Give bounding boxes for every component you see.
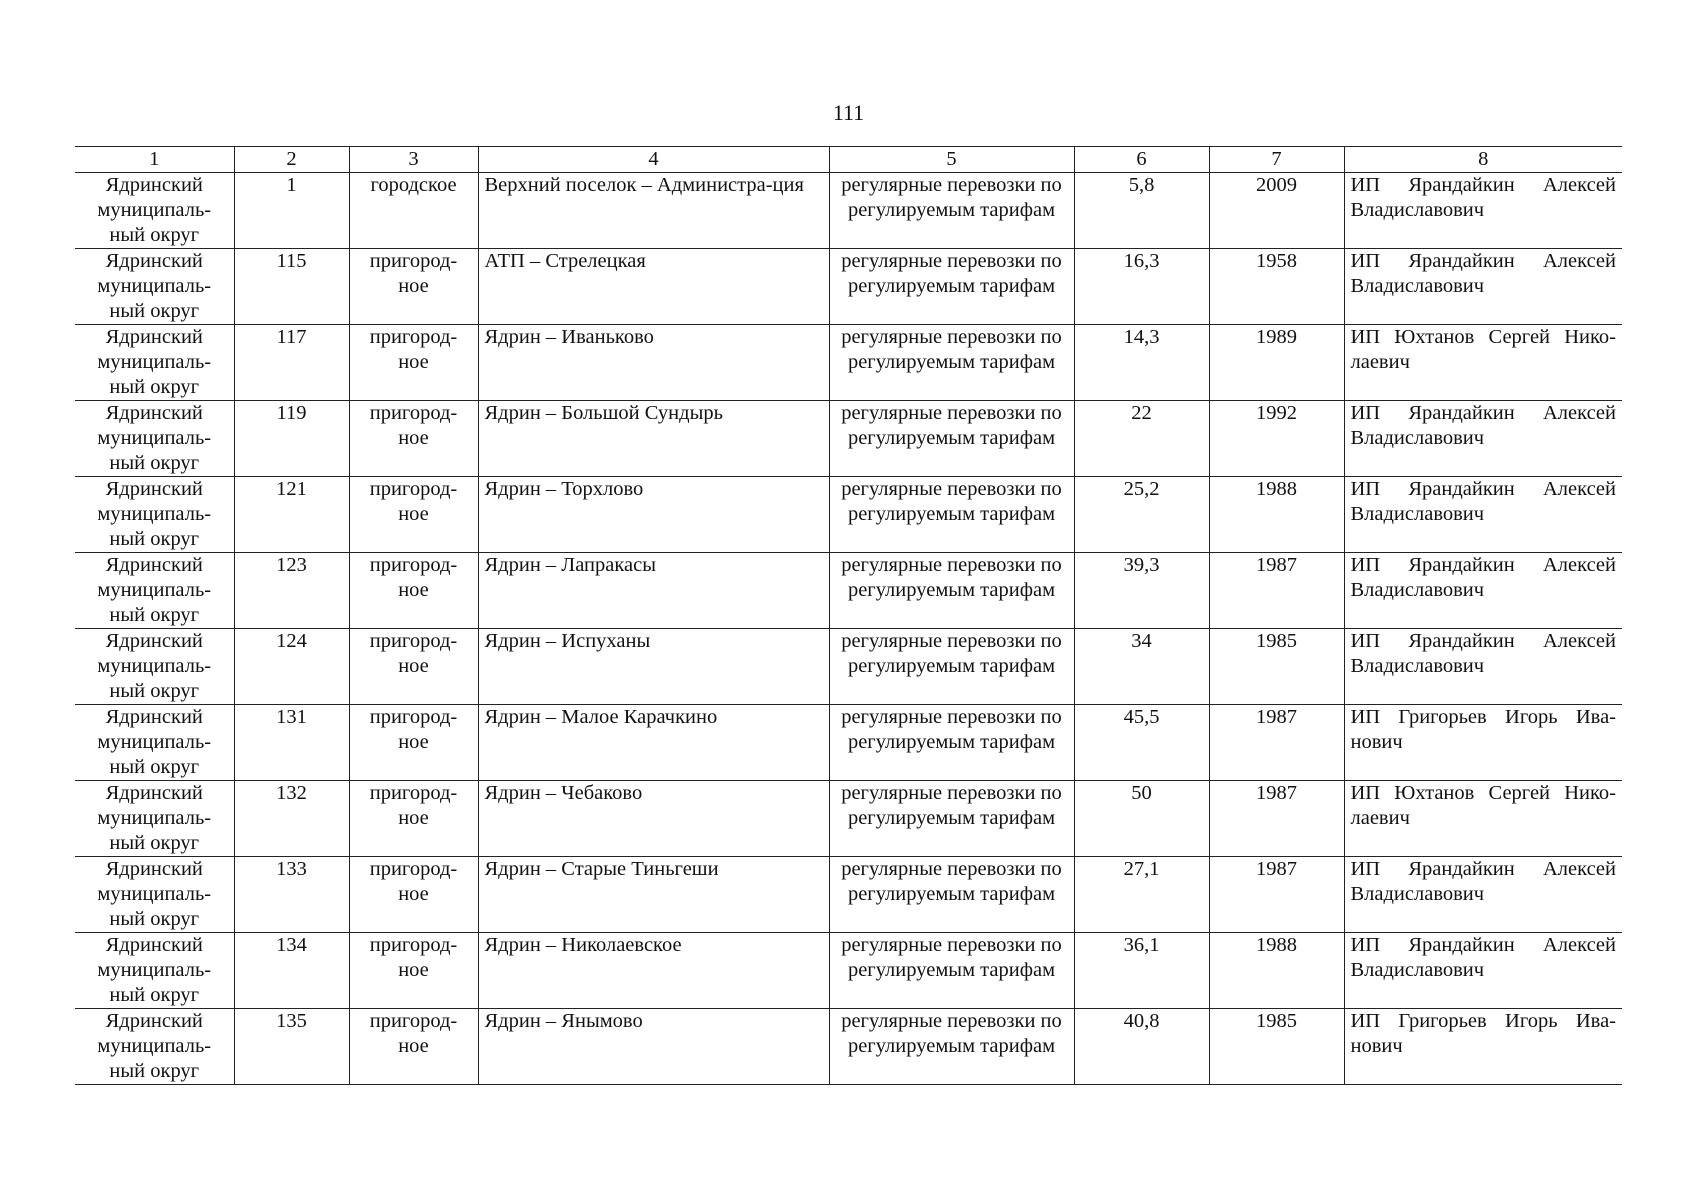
route-name-cell: Ядрин – Лапракасы [478,553,829,629]
route-length-cell: 50 [1074,781,1209,857]
route-type-cell: пригород-ное [349,629,478,705]
route-number-cell: 117 [234,325,349,401]
routes-table [75,146,1622,1085]
route-length-cell: 40,8 [1074,1009,1209,1085]
route-length-cell: 22 [1074,401,1209,477]
opening-year-cell: 1958 [1209,249,1344,325]
column-number: 2 [234,147,349,173]
district-cell: Ядринский муниципаль-ный округ [75,857,234,933]
opening-year-cell: 2009 [1209,173,1344,249]
operator-cell: ИП Юхтанов Сергей Нико-лаевич [1344,325,1622,401]
column-number: 6 [1074,147,1209,173]
operator-cell: ИП Ярандайкин Алексей Владиславович [1344,553,1622,629]
table-row [75,401,1622,477]
route-name-cell: Ядрин – Иваньково [478,325,829,401]
route-type-cell: пригород-ное [349,857,478,933]
opening-year-cell: 1985 [1209,629,1344,705]
column-number: 3 [349,147,478,173]
page-number: 111 [832,100,865,125]
transport-kind-cell: регулярные перевозки по регулируемым тарифам [829,325,1074,401]
table-row [75,477,1622,553]
route-name-cell: Ядрин – Старые Тиньгеши [478,857,829,933]
district-cell: Ядринский муниципаль-ный округ [75,325,234,401]
table-row [75,553,1622,629]
transport-kind-cell: регулярные перевозки по регулируемым тарифам [829,477,1074,553]
operator-cell: ИП Ярандайкин Алексей Владиславович [1344,933,1622,1009]
opening-year-cell: 1988 [1209,933,1344,1009]
route-name-cell: Ядрин – Николаевское [478,933,829,1009]
route-length-cell: 39,3 [1074,553,1209,629]
route-number-cell: 121 [234,477,349,553]
operator-cell: ИП Юхтанов Сергей Нико-лаевич [1344,781,1622,857]
route-type-cell: пригород-ное [349,705,478,781]
route-type-cell: пригород-ное [349,781,478,857]
routes-table-body [75,147,1622,1085]
transport-kind-cell: регулярные перевозки по регулируемым тарифам [829,401,1074,477]
route-type-cell: пригород-ное [349,477,478,553]
route-length-cell: 36,1 [1074,933,1209,1009]
route-length-cell: 14,3 [1074,325,1209,401]
transport-kind-cell: регулярные перевозки по регулируемым тарифам [829,933,1074,1009]
table-row [75,325,1622,401]
route-name-cell: Ядрин – Малое Карачкино [478,705,829,781]
transport-kind-cell: регулярные перевозки по регулируемым тарифам [829,781,1074,857]
operator-cell: ИП Григорьев Игорь Ива-нович [1344,1009,1622,1085]
operator-cell: ИП Ярандайкин Алексей Владиславович [1344,249,1622,325]
opening-year-cell: 1987 [1209,781,1344,857]
route-length-cell: 34 [1074,629,1209,705]
route-number-cell: 135 [234,1009,349,1085]
table-row [75,781,1622,857]
operator-cell: ИП Ярандайкин Алексей Владиславович [1344,477,1622,553]
operator-cell: ИП Ярандайкин Алексей Владиславович [1344,857,1622,933]
route-name-cell: Верхний поселок – Администра-ция [478,173,829,249]
route-number-cell: 1 [234,173,349,249]
opening-year-cell: 1987 [1209,553,1344,629]
route-name-cell: Ядрин – Чебаково [478,781,829,857]
route-name-cell: Ядрин – Янымово [478,1009,829,1085]
route-type-cell: пригород-ное [349,401,478,477]
district-cell: Ядринский муниципаль-ный округ [75,1009,234,1085]
route-type-cell: пригород-ное [349,249,478,325]
district-cell: Ядринский муниципаль-ный округ [75,933,234,1009]
route-length-cell: 5,8 [1074,173,1209,249]
column-number: 5 [829,147,1074,173]
operator-cell: ИП Ярандайкин Алексей Владиславович [1344,629,1622,705]
route-number-cell: 124 [234,629,349,705]
district-cell: Ядринский муниципаль-ный округ [75,705,234,781]
table-row [75,857,1622,933]
opening-year-cell: 1988 [1209,477,1344,553]
route-type-cell: пригород-ное [349,1009,478,1085]
opening-year-cell: 1987 [1209,857,1344,933]
district-cell: Ядринский муниципаль-ный округ [75,173,234,249]
column-number: 7 [1209,147,1344,173]
route-number-cell: 134 [234,933,349,1009]
route-number-cell: 131 [234,705,349,781]
route-length-cell: 16,3 [1074,249,1209,325]
route-type-cell: пригород-ное [349,933,478,1009]
route-number-cell: 115 [234,249,349,325]
column-number: 4 [478,147,829,173]
transport-kind-cell: регулярные перевозки по регулируемым тарифам [829,553,1074,629]
column-number: 8 [1344,147,1622,173]
district-cell: Ядринский муниципаль-ный округ [75,477,234,553]
district-cell: Ядринский муниципаль-ный округ [75,401,234,477]
operator-cell: ИП Ярандайкин Алексей Владиславович [1344,401,1622,477]
table-row [75,173,1622,249]
opening-year-cell: 1987 [1209,705,1344,781]
transport-kind-cell: регулярные перевозки по регулируемым тарифам [829,857,1074,933]
transport-kind-cell: регулярные перевозки по регулируемым тарифам [829,173,1074,249]
opening-year-cell: 1985 [1209,1009,1344,1085]
route-type-cell: городское [349,173,478,249]
transport-kind-cell: регулярные перевозки по регулируемым тарифам [829,249,1074,325]
route-length-cell: 25,2 [1074,477,1209,553]
district-cell: Ядринский муниципаль-ный округ [75,249,234,325]
operator-cell: ИП Ярандайкин Алексей Владиславович [1344,173,1622,249]
table-row [75,933,1622,1009]
route-number-cell: 119 [234,401,349,477]
route-length-cell: 27,1 [1074,857,1209,933]
route-number-cell: 123 [234,553,349,629]
table-row [75,249,1622,325]
route-length-cell: 45,5 [1074,705,1209,781]
column-number: 1 [75,147,234,173]
district-cell: Ядринский муниципаль-ный округ [75,553,234,629]
transport-kind-cell: регулярные перевозки по регулируемым тарифам [829,705,1074,781]
table-row [75,705,1622,781]
route-number-cell: 133 [234,857,349,933]
route-name-cell: Ядрин – Торхлово [478,477,829,553]
route-name-cell: Ядрин – Испуханы [478,629,829,705]
route-type-cell: пригород-ное [349,325,478,401]
route-name-cell: АТП – Стрелецкая [478,249,829,325]
transport-kind-cell: регулярные перевозки по регулируемым тарифам [829,1009,1074,1085]
column-number-row [75,147,1622,173]
route-type-cell: пригород-ное [349,553,478,629]
table-row [75,1009,1622,1085]
district-cell: Ядринский муниципаль-ный округ [75,629,234,705]
table-row [75,629,1622,705]
opening-year-cell: 1989 [1209,325,1344,401]
route-name-cell: Ядрин – Большой Сундырь [478,401,829,477]
opening-year-cell: 1992 [1209,401,1344,477]
operator-cell: ИП Григорьев Игорь Ива-нович [1344,705,1622,781]
transport-kind-cell: регулярные перевозки по регулируемым тарифам [829,629,1074,705]
route-number-cell: 132 [234,781,349,857]
district-cell: Ядринский муниципаль-ный округ [75,781,234,857]
